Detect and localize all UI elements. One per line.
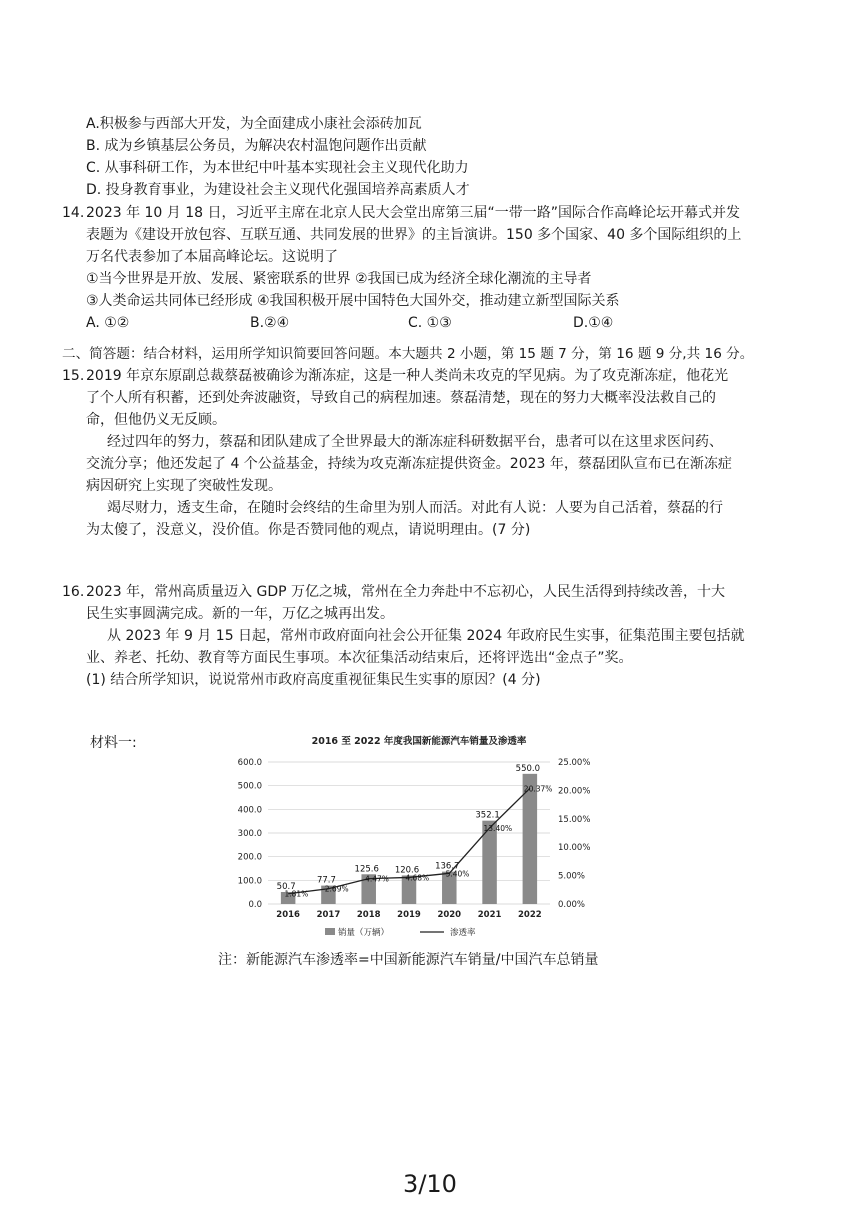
q16-subquestion-1: (1) 结合所学知识，说说常州市政府高度重视征集民生实事的原因？(4 分) <box>86 672 541 688</box>
bar-value-label: 50.7 <box>276 882 296 893</box>
material-label: 材料一: <box>90 735 137 751</box>
q14-statement-1-2: ①当今世界是开放、发展、紧密联系的世界 ②我国已成为经济全球化潮流的主导者 <box>86 271 592 287</box>
q15-para2-line-1: 经过四年的努力，蔡磊和团队建成了全世界最大的渐冻症科研数据平台，患者可以在这里求医问药、 <box>107 434 723 450</box>
q15-para2-line-2: 交流分享；他还发起了 4 个公益基金，持续为攻克渐冻症提供资金。2023 年，蔡磊团队宣布已在渐冻症 <box>86 456 732 472</box>
q15-para3-line-1: 竭尽财力，透支生命，在随时会终结的生命里为别人而活。对此有人说：人要为自己活着，蔡磊的行 <box>107 500 723 516</box>
right-tick-label: 10.00% <box>558 843 591 854</box>
line-value-label: 13.40% <box>483 823 513 833</box>
line-value-label: 5.40% <box>445 869 470 879</box>
bar-value-label: 125.6 <box>354 864 379 875</box>
left-tick-label: 500.0 <box>237 781 262 792</box>
q13-option-a: A.积极参与西部大开发，为全面建成小康社会添砖加瓦 <box>86 116 422 132</box>
x-tick-label: 2021 <box>477 910 502 920</box>
x-tick-label: 2020 <box>437 910 462 920</box>
right-tick-label: 5.00% <box>558 871 586 882</box>
q15-text-line-2: 了个人所有积蓄，还到处奔波融资，导致自己的病程加速。蔡磊清楚，现在的努力大概率没法救自己的 <box>86 390 716 406</box>
q13-option-c: C. 从事科研工作，为本世纪中叶基本实现社会主义现代化助力 <box>86 160 469 176</box>
bar-value-label: 136.7 <box>435 861 460 872</box>
x-tick-label: 2022 <box>518 910 542 920</box>
q16-text-line-1: 2023 年，常州高质量迈入 GDP 万亿之城，常州在全力奔赴中不忘初心，人民生活得到持续改善，十大 <box>86 584 726 600</box>
x-tick-label: 2016 <box>276 910 300 920</box>
left-tick-label: 0.0 <box>248 900 262 910</box>
q15-para3-line-2: 为太傻了，没意义，没价值。你是否赞同他的观点，请说明理由。(7 分) <box>86 522 531 538</box>
q14-choice-b: B.②④ <box>250 315 290 331</box>
q14-text-line-2: 表题为《建设开放包容、互联互通、共同发展的世界》的主旨演讲。150 多个国家、40 多个国际组织的上 <box>86 227 742 243</box>
q14-choice-c: C. ①③ <box>408 315 452 331</box>
nev-sales-chart <box>230 730 610 940</box>
line-value-label: 4.47% <box>365 874 389 884</box>
q14-choice-d: D.①④ <box>573 315 614 331</box>
x-tick-label: 2017 <box>316 910 341 920</box>
q14-text-line-1: 2023 年 10 月 18 日，习近平主席在北京人民大会堂出席第三届“一带一路”国际合作高峰论坛开幕式并发 <box>86 205 741 221</box>
bar-value-label: 120.6 <box>394 865 420 876</box>
right-tick-label: 20.00% <box>558 786 591 797</box>
line-value-label: 2.69% <box>324 884 349 894</box>
q16-number: 16. <box>62 584 85 600</box>
right-tick-label: 0.00% <box>558 900 586 910</box>
left-tick-label: 300.0 <box>237 829 262 839</box>
line-value-label: 4.68% <box>405 873 430 883</box>
q14-statement-3-4: ③人类命运共同体已经形成 ④我国积极开展中国特色大国外交，推动建立新型国际关系 <box>86 293 620 309</box>
chart-note: 注：新能源汽车渗透率=中国新能源汽车销量/中国汽车总销量 <box>218 952 599 968</box>
q16-para2-line-2: 业、养老、托幼、教育等方面民生事项。本次征集活动结束后，还将评选出“金点子”奖。 <box>86 650 633 666</box>
q16-para2-line-1: 从 2023 年 9 月 15 日起，常州市政府面向社会公开征集 2024 年政府民生实事，征集范围主要包括就 <box>107 628 745 644</box>
bar-value-label: 352.1 <box>475 810 500 821</box>
left-tick-label: 600.0 <box>237 758 262 768</box>
x-tick-label: 2019 <box>397 910 421 920</box>
q15-text-line-3: 命，但他仍义无反顾。 <box>86 412 226 428</box>
line-value-label: 1.81% <box>284 889 309 899</box>
chart-title: 2016 至 2022 年度我国新能源汽车销量及渗透率 <box>311 736 527 747</box>
q13-option-b: B. 成为乡镇基层公务员，为解决农村温饱问题作出贡献 <box>86 138 427 154</box>
section-2-header: 二、简答题：结合材料，运用所学知识简要回答问题。本大题共 2 小题，第 15 题 7 分，第 16 题 9 分,共 16 分。 <box>62 346 754 362</box>
q14-text-line-3: 万名代表参加了本届高峰论坛。这说明了 <box>86 249 338 265</box>
q13-option-d: D. 投身教育事业，为建设社会主义现代化强国培养高素质人才 <box>86 182 470 198</box>
line-value-label: 20.37% <box>523 784 553 794</box>
q16-text-line-2: 民生实事圆满完成。新的一年，万亿之城再出发。 <box>86 606 394 622</box>
q15-para2-line-3: 病因研究上实现了突破性发现。 <box>86 478 282 494</box>
q15-text-line-1: 2019 年京东原副总裁蔡磊被确诊为渐冻症，这是一种人类尚未攻克的罕见病。为了攻克渐冻症，他花光 <box>86 368 729 384</box>
left-tick-label: 400.0 <box>237 805 262 816</box>
bar-value-label: 77.7 <box>316 875 336 886</box>
legend-bar-label: 销量（万辆） <box>338 928 390 938</box>
right-tick-label: 25.00% <box>558 758 591 768</box>
legend-line-label: 渗透率 <box>450 928 476 938</box>
chart-svg <box>230 730 610 940</box>
bar-value-label: 550.0 <box>515 763 541 774</box>
q14-number: 14. <box>62 205 85 221</box>
q15-number: 15. <box>62 368 85 384</box>
left-tick-label: 100.0 <box>237 876 262 887</box>
legend-bar-swatch <box>325 928 335 935</box>
x-tick-label: 2018 <box>356 910 381 920</box>
page-number: 3/10 <box>403 1170 457 1198</box>
q14-choice-a: A. ①② <box>86 315 130 331</box>
right-tick-label: 15.00% <box>558 814 591 825</box>
left-tick-label: 200.0 <box>237 852 262 863</box>
